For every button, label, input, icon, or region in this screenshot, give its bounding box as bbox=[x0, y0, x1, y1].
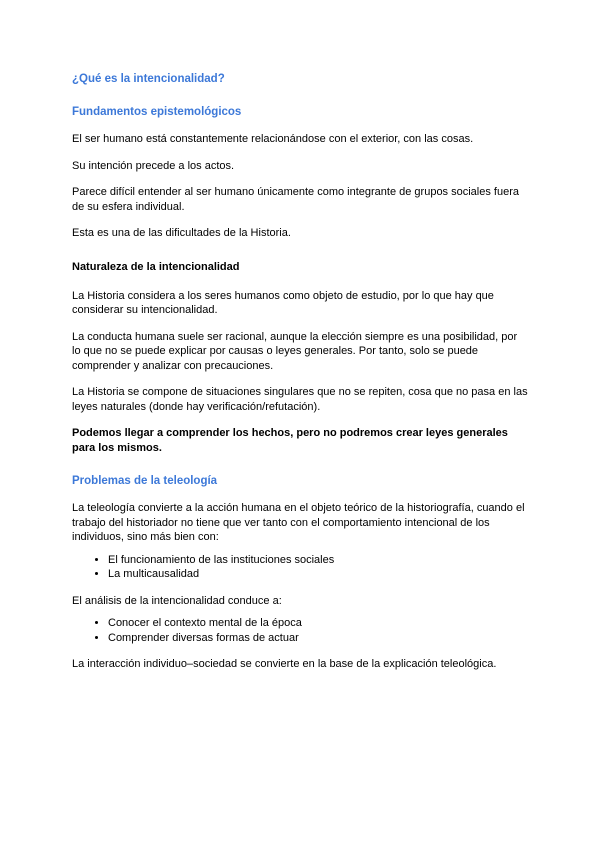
bullet-list-1 bbox=[72, 553, 528, 582]
paragraph: La Historia se compone de situaciones singulares que no se repiten, cosa que no pasa en las leyes naturales (donde hay verificación/refutación). bbox=[72, 386, 528, 413]
paragraph: El análisis de la intencionalidad conduce a: bbox=[72, 594, 282, 607]
paragraph: Parece difícil entender al ser humano únicamente como integrante de grupos sociales fuera de su esfera individual. bbox=[72, 186, 519, 213]
paragraph: Su intención precede a los actos. bbox=[72, 159, 235, 172]
bold-conclusion: Podemos llegar a comprender los hechos, pero no podremos crear leyes generales para los mismos. bbox=[72, 427, 508, 454]
section-heading-naturaleza: Naturaleza de la intencionalidad bbox=[72, 260, 240, 273]
document-page bbox=[72, 72, 528, 684]
section-heading-teleologia: Problemas de la teleología bbox=[72, 475, 218, 487]
paragraph: La teleología convierte a la acción humana en el objeto teórico de la historiografía, cuando el trabajo del historiador no tiene que ver tanto con el comportamiento intencional de los individuos, sino más bien con: bbox=[72, 502, 525, 543]
list-item: • La multicausalidad bbox=[108, 567, 528, 582]
list-item: • El funcionamiento de las instituciones sociales bbox=[108, 553, 528, 568]
list-item: • Conocer el contexto mental de la época bbox=[108, 616, 528, 631]
paragraph: La conducta humana suele ser racional, aunque la elección siempre es una posibilidad, por lo que no se puede explicar por causas o leyes generales. Por tanto, solo se puede comprender y analizar con precauciones. bbox=[72, 330, 518, 372]
paragraph: La Historia considera a los seres humanos como objeto de estudio, por lo que hay que considerar su intencionalidad. bbox=[72, 289, 494, 316]
list-item: • Comprender diversas formas de actuar bbox=[108, 631, 528, 646]
paragraph: El ser humano está constantemente relacionándose con el exterior, con las cosas. bbox=[72, 133, 474, 145]
bullet-list-2 bbox=[72, 616, 528, 645]
paragraph: Esta es una de las dificultades de la Historia. bbox=[72, 227, 291, 239]
section-heading-fundamentos: Fundamentos epistemológicos bbox=[72, 106, 242, 118]
document-title: ¿Qué es la intencionalidad? bbox=[72, 73, 225, 85]
paragraph: La interacción individuo–sociedad se convierte en la base de la explicación teleológica. bbox=[72, 658, 497, 670]
